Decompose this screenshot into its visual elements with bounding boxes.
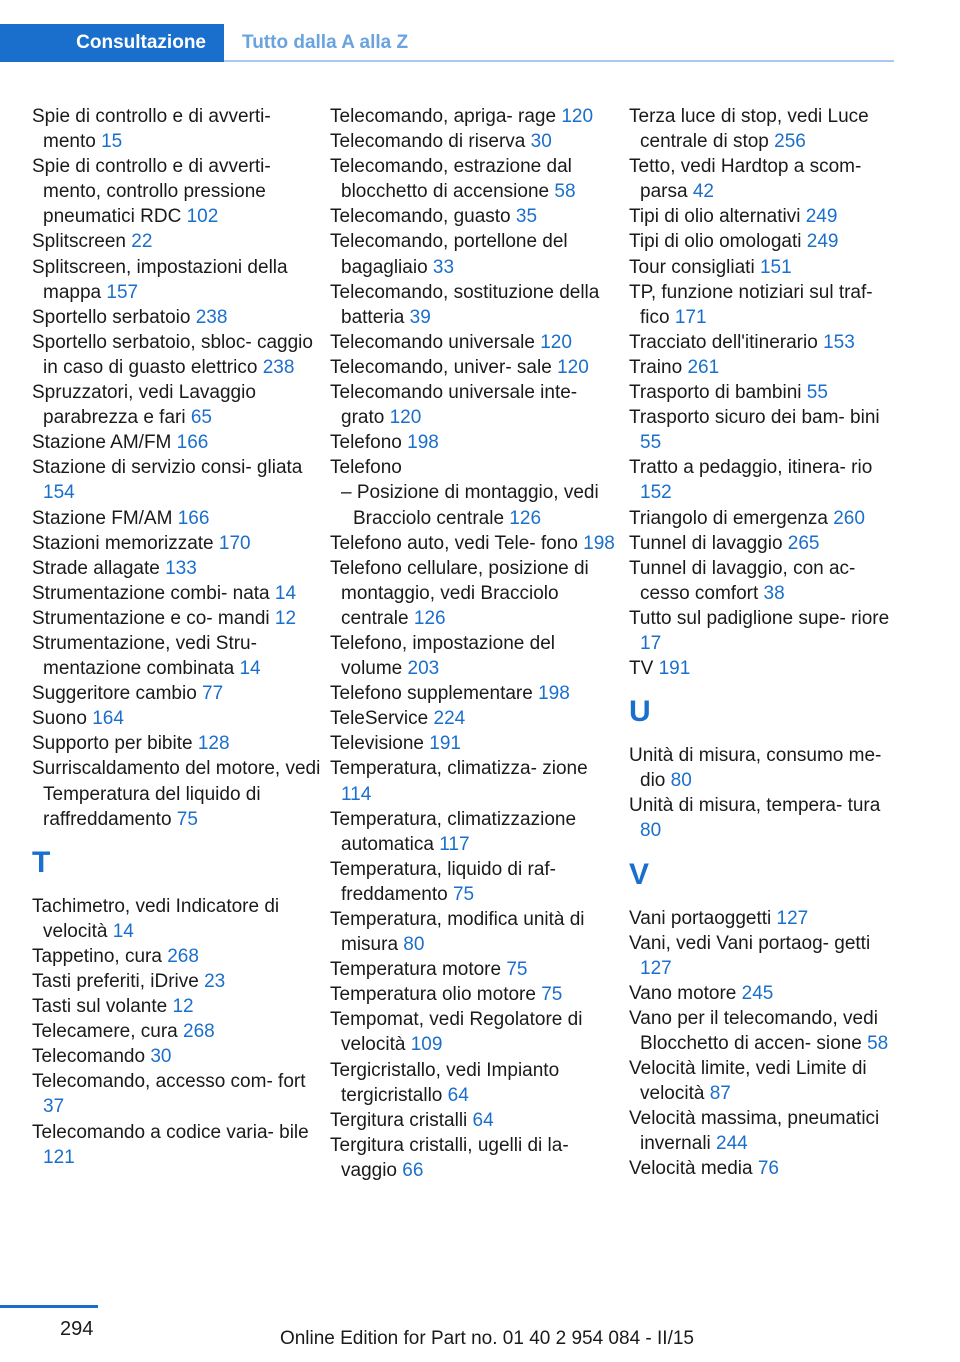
index-entry-text: Telecomando, univer‐ sale [330,356,552,378]
index-entry-text: Telefono supplementare [330,683,533,705]
index-entry [32,706,322,731]
index-entry [330,556,620,631]
page-link[interactable]: 198 [407,432,439,454]
page-link[interactable]: 133 [165,557,197,579]
index-column-3 [629,104,899,1182]
page-link[interactable]: 12 [274,607,297,629]
page-link[interactable]: 55 [806,382,828,404]
index-entry-text: Tratto a pedaggio, itinera‐ rio [629,457,873,479]
index-entry [330,330,620,355]
index-entry [330,1007,620,1057]
index-entry-text: Telecomando, guasto [330,206,511,228]
index-entry [32,944,322,969]
index-entry-text: Tergitura cristalli [330,1109,468,1131]
page-link[interactable]: 128 [197,733,230,755]
page-link[interactable]: 42 [692,181,714,203]
page-link[interactable]: 30 [150,1046,172,1068]
page-link[interactable]: 17 [640,632,662,654]
index-column-1 [32,104,322,1170]
index-entry-text: Terza luce di stop, vedi Luce centrale di stop [629,106,869,153]
page-link[interactable]: 114 [341,783,372,805]
page-link[interactable]: 171 [674,306,707,328]
index-entry [629,1056,899,1106]
page-link[interactable]: 30 [530,131,552,153]
index-entry-text: Tunnel di lavaggio [629,532,783,554]
index-entry [629,355,899,380]
page-link[interactable]: 38 [763,582,785,604]
page-link[interactable]: 203 [407,658,440,680]
page-link[interactable]: 117 [439,833,470,855]
index-entry-text: Temperatura, climatizza‐ zione [330,758,588,780]
index-entry [32,104,322,154]
index-entry-text: Tergitura cristalli, ugelli di la‐ vaggio [330,1134,569,1181]
page-link[interactable]: 268 [167,945,199,967]
index-entry-text: Telecomando a codice varia‐ bile [32,1121,309,1143]
index-entry-text: Triangolo di emergenza [629,507,828,529]
footer-divider [0,1305,98,1308]
page-link[interactable]: 77 [202,683,224,705]
index-entry-text: Telefono cellulare, posizione di montaggio, vedi Bracciolo centrale [330,557,589,629]
page-link[interactable]: 249 [805,206,838,228]
index-entry [629,255,899,280]
index-entry-text: Tasti preferiti, iDrive [32,971,199,992]
page-link[interactable]: 166 [176,432,209,454]
index-entry [330,631,620,681]
tab-tutto-label: Tutto dalla A alla Z [242,32,409,53]
index-entry-text: Strumentazione combi‐ nata [32,582,270,604]
index-entry [32,1069,322,1119]
index-entry-text: Telecomando, portellone del bagagliaio [330,231,568,278]
index-entry-text: Tipi di olio omologati [629,231,802,253]
index-entry [32,731,322,756]
index-entry-text: Unità di misura, tempera‐ tura [629,795,881,817]
index-entry-text: Tunnel di lavaggio, con ac‐ cesso comfort [629,557,856,604]
edition-note: Online Edition for Part no. 01 40 2 954 084 - II/15 [279,1328,694,1349]
page-link[interactable]: 238 [262,356,295,378]
page-link[interactable]: 261 [687,356,720,378]
page-link[interactable]: 151 [759,256,792,278]
index-entry [629,380,899,405]
index-entry-text: Telecomando universale [330,331,535,353]
index-entry [629,204,899,229]
index-entry [32,255,322,305]
index-entry-text: Stazione FM/AM [32,507,173,529]
page-link[interactable]: 126 [413,607,446,629]
index-entry [330,857,620,907]
index-entry [629,405,899,455]
index-entry [330,129,620,154]
page-link[interactable]: 121 [43,1146,75,1168]
index-entry-text: Strumentazione e co‐ mandi [32,607,270,629]
index-entry [629,154,899,204]
index-entry-text: Tergicristallo, vedi Impianto tergicristallo [330,1059,560,1106]
page-link[interactable]: 265 [787,532,820,554]
page-link[interactable]: 268 [183,1021,215,1043]
index-entry [629,981,899,1006]
index-entry-text: Tour consigliati [629,256,755,278]
index-entry-text: Spie di controllo e di avverti‐ mento, controllo pressione pneumatici RDC [32,156,271,228]
index-entry [629,1006,899,1056]
index-entry [330,982,620,1007]
page-link[interactable]: 127 [640,957,672,979]
page-link[interactable]: 64 [472,1109,494,1131]
page-link[interactable]: 120 [389,407,422,429]
index-column-2 [330,104,620,1183]
index-entry [330,455,620,480]
page-link[interactable]: 120 [561,106,594,127]
page-link[interactable]: 23 [204,971,226,992]
index-entry [32,455,322,505]
index-entry-text: Telecomando, apriga‐ rage [330,106,557,127]
index-entry-text: Vani, vedi Vani portaog‐ getti [629,932,871,954]
index-entry-text: Velocità limite, vedi Limite di velocità [629,1058,867,1105]
index-entry [32,894,322,944]
index-entry-text: Traino [629,356,683,378]
page-number: 294 [60,1318,94,1340]
index-entry [330,154,620,204]
index-entry [629,104,899,154]
index-entry [330,907,620,957]
index-entry-text: Temperatura, modifica unità di misura [330,909,585,956]
page-link[interactable]: 58 [554,181,576,203]
page-link[interactable]: 154 [43,482,75,504]
page-link[interactable]: 35 [515,206,538,228]
index-entry-text: Spie di controllo e di avverti‐ mento [32,106,271,153]
index-entry-text: TV [629,658,654,680]
index-entry [629,1106,899,1156]
index-entry [629,743,899,793]
index-entry [32,994,322,1019]
index-entry [330,204,620,229]
index-entry-text: Telefono auto, vedi Tele‐ fono [330,532,578,554]
index-entry [330,355,620,380]
page-link[interactable]: 244 [716,1133,748,1155]
page-link[interactable]: 64 [447,1084,469,1106]
page-link[interactable]: 33 [432,256,455,278]
index-entry [629,931,899,981]
page-header [0,0,960,80]
page-link[interactable]: 15 [101,131,123,153]
page-link[interactable]: 55 [640,432,662,454]
index-entry [32,330,322,380]
index-entry-text: Tempomat, vedi Regolatore di velocità [330,1009,583,1056]
index-entry [330,957,620,982]
header-divider [224,60,894,62]
tab-tutto-dalla-a-alla-z[interactable] [226,24,408,62]
page-link[interactable]: 75 [506,959,528,981]
index-entry [32,305,322,330]
page-link[interactable]: 76 [757,1158,779,1180]
index-entry [629,793,899,843]
page-link[interactable]: 14 [239,658,261,680]
page-link[interactable]: 102 [186,206,219,228]
page-link[interactable]: 75 [541,984,563,1006]
section-letter: U [629,695,651,729]
page-link[interactable]: 65 [190,407,212,429]
index-entry [629,506,899,531]
page-link[interactable]: 58 [867,1033,889,1054]
tab-consultazione-label: Consultazione [76,32,206,53]
index-entry-text: – Posizione di montaggio, vedi Bracciolo centrale [341,482,599,529]
index-entry-text: Stazione di servizio consi‐ gliata [32,457,303,479]
page-link[interactable]: 166 [177,507,210,529]
index-entry-text: Televisione [330,733,424,755]
page-link[interactable]: 191 [658,658,691,680]
page-link[interactable]: 238 [195,306,228,328]
index-entry [330,1133,620,1183]
index-entry-text: Spruzzatori, vedi Lavaggio parabrezza e fari [32,382,256,429]
index-entry-text: Tasti sul volante [32,996,168,1018]
index-entry-text: Velocità media [629,1158,753,1180]
index-entry-text: Supporto per bibite [32,733,193,755]
page-link[interactable]: 80 [640,820,662,842]
page-link[interactable]: 66 [402,1159,424,1181]
page-link[interactable]: 80 [403,934,425,956]
index-entry-text: Sportello serbatoio, sbloc‐ caggio in caso di guasto elettrico [32,331,313,378]
page-link[interactable]: 198 [583,532,615,554]
page-link[interactable]: 198 [538,683,570,705]
index-entry-text: Temperatura motore [330,959,502,981]
index-entry-text: Telecamere, cura [32,1021,178,1043]
page-link[interactable]: 153 [823,331,855,353]
index-subentry [330,480,620,530]
index-entry-text: Splitscreen, impostazioni della mappa [32,256,288,303]
page-link[interactable]: 245 [741,982,774,1004]
index-entry-text: Telecomando, sostituzione della batteria [330,281,600,328]
index-entry [32,969,322,994]
page-link[interactable]: 120 [557,356,589,378]
page-link[interactable]: 260 [833,507,865,529]
index-entry-text: Vano motore [629,982,737,1004]
page-link[interactable]: 126 [509,507,542,529]
section-letter: T [32,845,51,879]
index-entry [32,380,322,430]
page-link[interactable]: 75 [452,883,475,905]
page-link[interactable]: 191 [429,733,461,755]
index-entry-text: Temperatura, climatizzazione automatica [330,808,577,855]
index-entry-text: Stazione AM/FM [32,432,172,454]
index-entry [32,606,322,631]
page-link[interactable]: 256 [774,131,806,153]
index-entry-text: Tetto, vedi Hardtop a scom‐ parsa [629,156,862,203]
index-entry [330,531,620,556]
index-entry [330,807,620,857]
index-entry-text: TP, funzione notiziari sul traf‐ fico [629,281,873,328]
page-link[interactable]: 152 [640,482,672,504]
page-link[interactable]: 14 [274,582,297,604]
index-entry [330,1108,620,1133]
index-entry [32,581,322,606]
page-link[interactable]: 109 [410,1034,443,1056]
index-entry-text: Trasporto sicuro dei bam‐ bini [629,407,880,429]
index-entry-text: Temperatura, liquido di raf‐ freddamento [330,858,556,905]
index-entry-text: Suggeritore cambio [32,683,197,705]
page-link[interactable]: 39 [409,306,431,328]
index-entry [629,280,899,330]
index-entry-text: Tappetino, cura [32,945,162,967]
index-entry [629,906,899,931]
page-link[interactable]: 249 [806,231,839,253]
index-entry [330,1058,620,1108]
index-entry [330,756,620,806]
index-entry [330,681,620,706]
page-link[interactable]: 224 [433,708,466,730]
index-entry [629,656,899,681]
index-entry-text: Telefono [330,432,402,454]
index-entry-text: Vani portaoggetti [629,907,772,929]
index-entry [330,731,620,756]
tab-consultazione[interactable] [0,24,224,62]
index-entry [32,531,322,556]
page-link[interactable]: 12 [172,996,194,1018]
index-entry-text: Telefono, impostazione del volume [330,632,555,680]
index-entry [629,455,899,505]
index-entry [32,154,322,229]
index-entry [629,1156,899,1181]
index-entry-text: Trasporto di bambini [629,382,802,404]
index-entry-text: Velocità massima, pneumatici invernali [629,1108,880,1155]
index-entry [330,430,620,455]
index-entry [32,229,322,254]
index-entry [629,556,899,606]
index-entry-text: Strade allagate [32,557,160,579]
page-link[interactable]: 75 [176,808,198,830]
index-entry-text: Temperatura olio motore [330,984,536,1006]
index-entry [32,756,322,831]
section-letter: V [629,857,650,891]
index-entry [629,330,899,355]
index-entry [330,229,620,279]
index-entry [629,229,899,254]
index-entry-text: Surriscaldamento del motore, vedi Temperatura del liquido di raffreddamento [32,758,321,830]
index-entry [330,706,620,731]
index-entry-text: Telecomando, accesso com‐ fort [32,1071,306,1093]
page-link[interactable]: 22 [131,231,153,253]
index-entry-text: TeleService [330,708,429,730]
index-entry-text: Telecomando [32,1046,146,1068]
index-entry [32,681,322,706]
index-entry-text: Tracciato dell'itinerario [629,331,818,353]
page-link[interactable]: 87 [709,1083,731,1105]
index-entry [330,280,620,330]
index-entry [32,1019,322,1044]
page-link[interactable]: 157 [106,281,139,303]
page-link[interactable]: 37 [43,1096,65,1118]
index-entry-text: Stazioni memorizzate [32,532,214,554]
index-entry [330,104,620,129]
index-entry [32,1120,322,1170]
index-entry-text: Suono [32,708,87,730]
page-link[interactable]: 120 [540,331,572,353]
index-entry-text: Tipi di olio alternativi [629,206,801,228]
page-link[interactable]: 80 [670,770,692,792]
index-entry [32,556,322,581]
index-entry-text: Sportello serbatoio [32,306,191,328]
index-entry [32,1044,322,1069]
index-entry [629,531,899,556]
index-entry [330,380,620,430]
index-entry-text: Vano per il telecomando, vedi Blocchetto di accen‐ sione [629,1007,878,1054]
index-entry [32,631,322,681]
index-entry-text: Tutto sul padiglione supe‐ riore [629,607,890,629]
page-link[interactable]: 164 [92,708,124,730]
index-entry-text: Telefono [330,457,402,479]
index-entry-text: Splitscreen [32,231,126,253]
index-entry [629,606,899,656]
index-entry-text: Strumentazione, vedi Stru‐ mentazione combinata [32,632,257,680]
index-entry [32,506,322,531]
index-entry-text: Telecomando di riserva [330,131,526,153]
index-entry-text: Tachimetro, vedi Indicatore di velocità [32,895,280,942]
page-link[interactable]: 14 [112,920,134,942]
index-entry-text: Telecomando universale inte‐ grato [330,382,578,429]
page-link[interactable]: 127 [776,907,809,929]
index-entry-text: Telecomando, estrazione dal blocchetto di accensione [330,156,572,203]
page-link[interactable]: 170 [218,532,251,554]
index-entry-text: Unità di misura, consumo me‐ dio [629,745,882,792]
index-entry [32,430,322,455]
